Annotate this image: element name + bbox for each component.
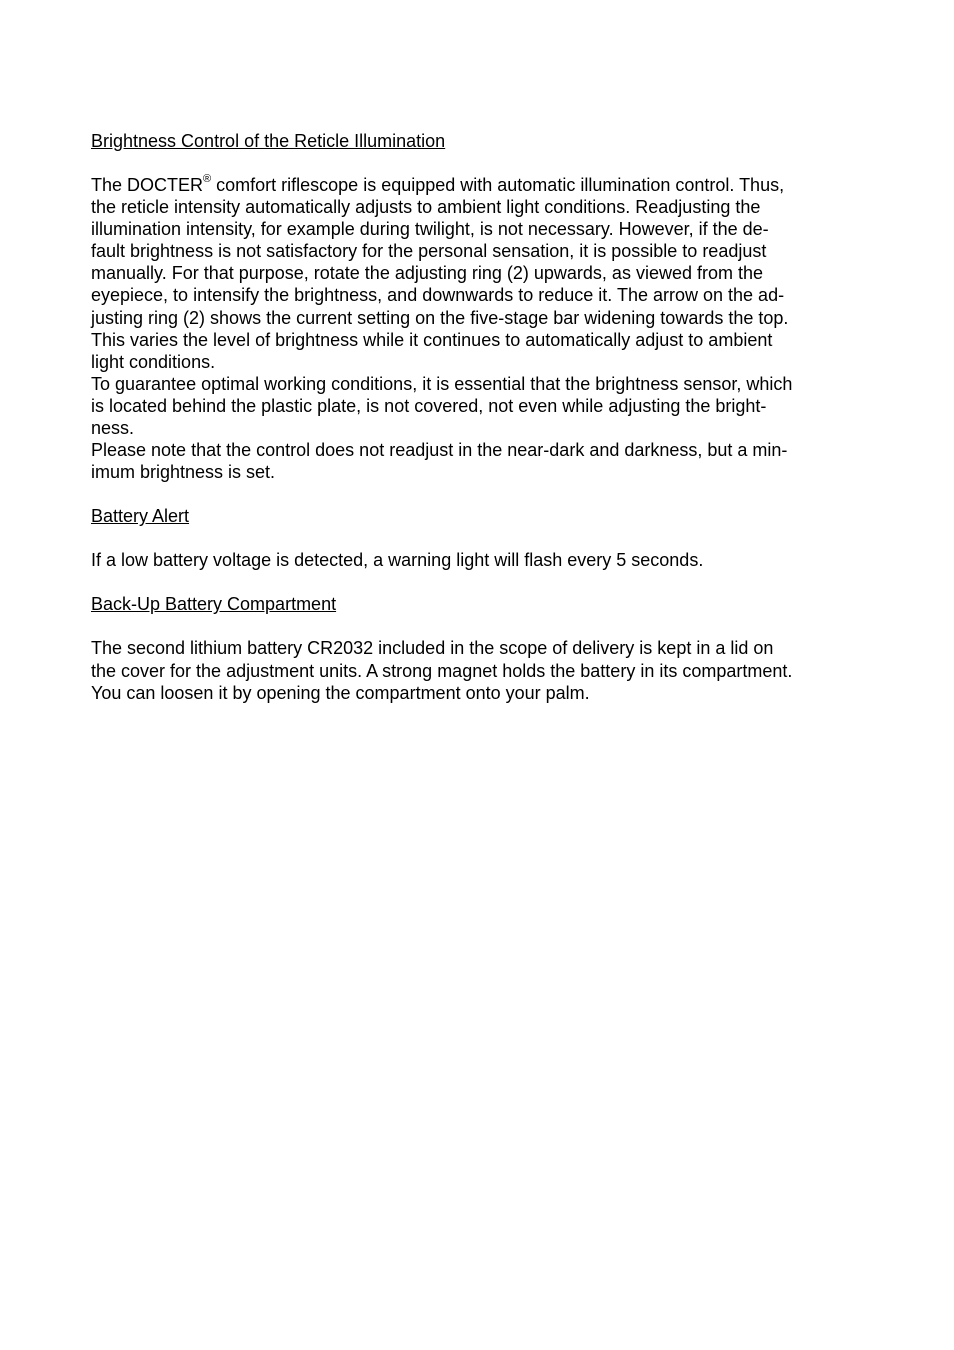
text-line: If a low battery voltage is detected, a warning light will flash every 5 seconds. — [91, 550, 704, 571]
text-line: To guarantee optimal working conditions, it is essential that the brightness sensor, which — [91, 373, 793, 394]
text-line: eyepiece, to intensify the brightness, and downwards to reduce it. The arrow on the ad- — [91, 285, 785, 306]
spacer — [91, 152, 861, 174]
spacer — [91, 527, 861, 549]
text-line: imum brightness is set. — [91, 462, 276, 483]
text-line: This varies the level of brightness while it continues to automatically adjust to ambient — [91, 329, 773, 350]
text-line: light conditions. — [91, 351, 216, 372]
heading-battery-alert: Battery Alert — [91, 506, 190, 527]
text-line: Please note that the control does not readjust in the near-dark and darkness, but a min- — [91, 440, 788, 461]
text-line: The second lithium battery CR2032 included in the scope of delivery is kept in a lid on — [91, 638, 774, 659]
registered-trademark-mark: ® — [203, 173, 212, 185]
text-line: the cover for the adjustment units. A strong magnet holds the battery in its compartment. — [91, 660, 793, 681]
text-line — [91, 174, 861, 196]
paragraph-brightness-sensor — [91, 373, 861, 439]
spacer — [91, 615, 861, 637]
text-line: fault brightness is not satisfactory for the personal sensation, it is possible to readjust — [91, 241, 767, 262]
document-page — [91, 130, 861, 704]
paragraph-battery-alert — [91, 549, 861, 571]
text-line: illumination intensity, for example during twilight, is not necessary. However, if the de- — [91, 219, 769, 240]
paragraph-brightness-intro — [91, 174, 861, 373]
text-line: manually. For that purpose, rotate the adjusting ring (2) upwards, as viewed from the — [91, 263, 764, 284]
heading-backup-battery: Back-Up Battery Compartment — [91, 594, 337, 615]
paragraph-brightness-darkness — [91, 439, 861, 483]
paragraph-backup-battery — [91, 637, 861, 703]
spacer — [91, 571, 861, 593]
text-line: ness. — [91, 418, 135, 439]
text-line: is located behind the plastic plate, is not covered, not even while adjusting the bright- — [91, 395, 767, 416]
heading-brightness-control: Brightness Control of the Reticle Illumination — [91, 131, 446, 151]
text-line: justing ring (2) shows the current setting on the five-stage bar widening towards the top. — [91, 307, 789, 328]
text-fragment: comfort riflescope is equipped with automatic illumination control. Thus, — [211, 175, 785, 195]
text-fragment: The DOCTER — [91, 175, 204, 195]
text-line: the reticle intensity automatically adjusts to ambient light conditions. Readjusting the — [91, 197, 761, 218]
text-line: You can loosen it by opening the compartment onto your palm. — [91, 682, 590, 703]
spacer — [91, 483, 861, 505]
